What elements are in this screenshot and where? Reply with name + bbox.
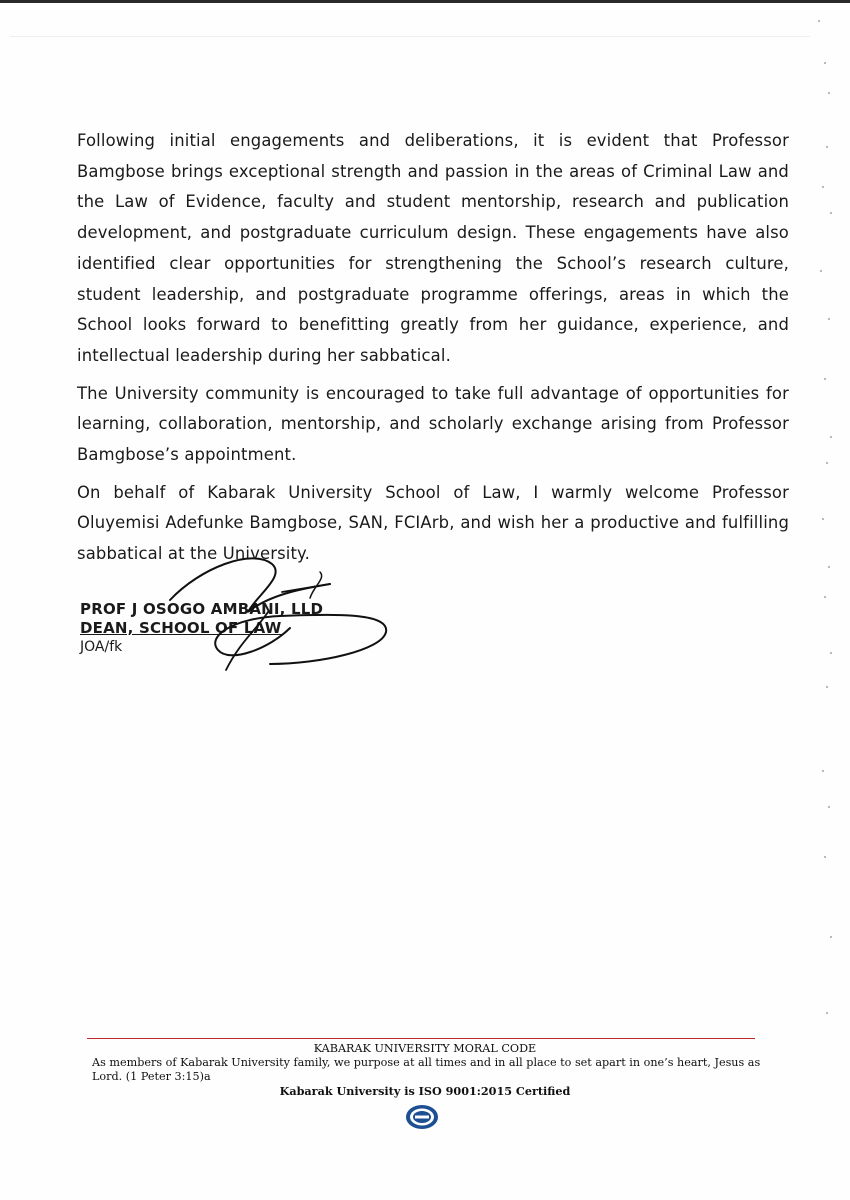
signatory-title: DEAN, SCHOOL OF LAW: [80, 619, 282, 637]
footer-rule: [87, 1038, 755, 1039]
letter-body: [77, 126, 789, 577]
letter-paragraph-2: The University community is encouraged to take full advantage of opportunities for learning, collaboration, mentorship, and scholarly exchange arising from Professor Bamgbose’s appointment.: [77, 383, 789, 465]
handwritten-signature: [160, 538, 400, 688]
signatory-name: PROF J OSOGO AMBANI, LLD: [80, 600, 324, 618]
page-top-edge: [0, 0, 850, 3]
page-top-faint-line: [10, 36, 810, 37]
page-footer: [60, 1042, 790, 1098]
iso-certification-badge-icon: [405, 1104, 439, 1130]
reference-initials: JOA/fk: [80, 639, 123, 655]
footer-iso-certification: Kabarak University is ISO 9001:2015 Certified: [279, 1084, 571, 1098]
footer-heading: KABARAK UNIVERSITY MORAL CODE: [313, 1042, 537, 1055]
letter-paragraph-1: Following initial engagements and deliberations, it is evident that Professor Bamgbose brings exceptional strength and passion in the areas of Criminal Law and the Law of Evidence, faculty and student mentorship, research and publication development, and postgraduate curriculum design. These engagements have also identified clear opportunities for strengthening the School’s research culture, student leadership, and postgraduate programme offerings, areas in which the School looks forward to benefitting greatly from her guidance, experience, and intellectual leadership during her sabbatical.: [77, 131, 789, 365]
letter-paragraph-3: On behalf of Kabarak University School of Law, I warmly welcome Professor Oluyemisi Adefunke Bamgbose, SAN, FCIArb, and wish her a productive and fulfilling sabbatical at the University.: [77, 482, 789, 564]
footer-motto: As members of Kabarak University family, we purpose at all times and in all place to set apart in one’s heart, Jesus as Lord. (1 Peter 3:15)a: [92, 1056, 761, 1083]
